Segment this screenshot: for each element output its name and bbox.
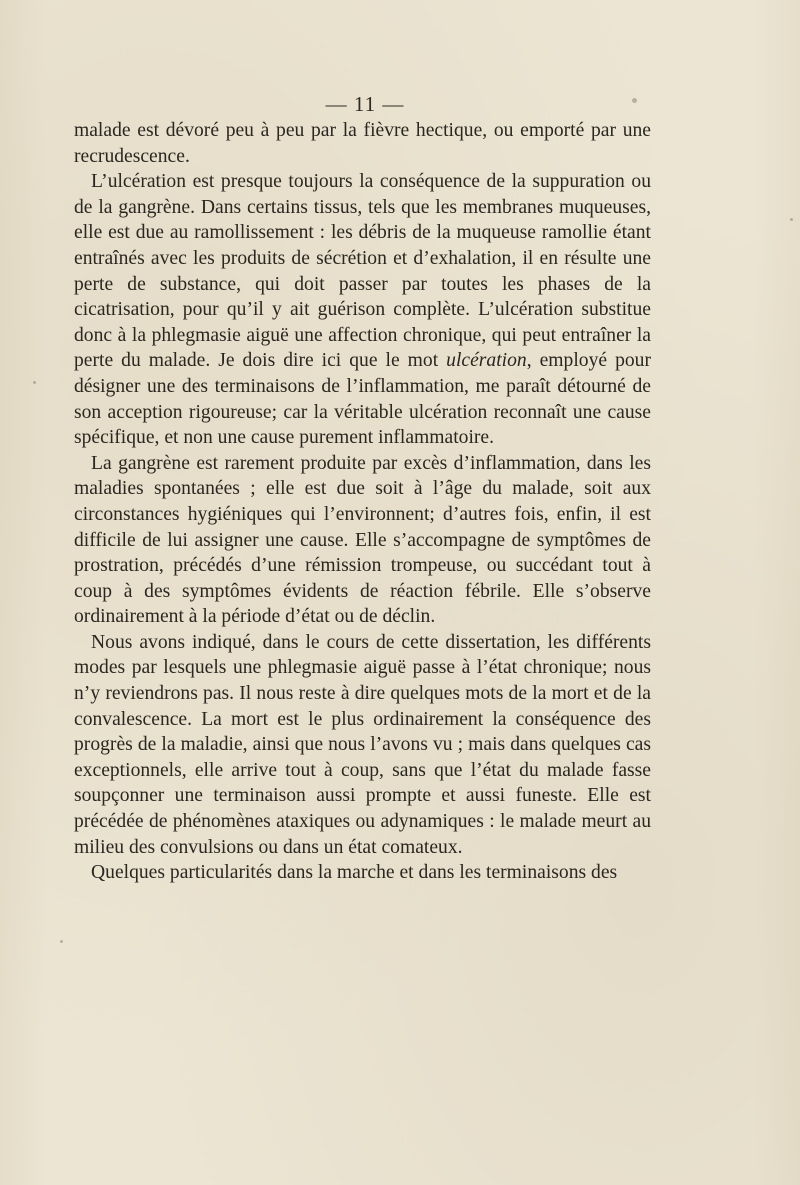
paragraph-4 bbox=[74, 630, 651, 860]
paragraph-5-text: Quelques particularités dans la marche et dans les terminaisons des bbox=[91, 862, 618, 884]
paragraph-4-text: Nous avons indiqué, dans le cours de cette dissertation, les différents modes par lesquels une phlegmasie aiguë passe à l’état chronique; nous n’y reviendrons pas. Il nous reste à dire quelques mots de la mort et de la convalescence. La mort est le plus ordinairement la conséquence des progrès de la maladie, ainsi que nous l’avons vu ; mais dans quelques cas exceptionnels, elle arrive tout à coup, sans que l’état du malade fasse soupçonner une terminaison aussi prompte et aussi funeste. Elle est précédée de phénomènes ataxiques ou adynamiques : le malade meurt au milieu des convulsions ou dans un état comateux. bbox=[74, 631, 651, 858]
paragraph-1-text: malade est dévoré peu à peu par la fièvre hectique, ou emporté par une recrudescence. bbox=[74, 120, 651, 167]
paper-speck bbox=[790, 218, 793, 221]
paper-speck bbox=[33, 381, 36, 384]
paragraph-2-text-b: , employé pour désigner une des terminaisons de l’inflammation, me paraît détourné de son acception rigoureuse; car la véritable ulcération reconnaît une cause spécifique, et non une cause purement inflammatoire. bbox=[74, 350, 651, 449]
paragraph-2-text-a: L’ulcération est presque toujours la conséquence de la suppuration ou de la gangrène. Dans certains tissus, tels que les membranes muqueuses, elle est due au ramollissement : les débris de la muqueuse ramollie étant entraînés avec les produits de sécrétion et d’exhalation, il en résulte une perte de substance, qui doit passer par toutes les phases de la cicatrisation, pour qu’il y ait guérison complète. L’ulcération substitue donc à la phlegmasie aiguë une affection chronique, qui peut entraîner la perte du malade. Je dois dire ici que le mot bbox=[74, 171, 651, 372]
paragraph-2-italic-term: ulcération bbox=[446, 350, 527, 372]
paper-speck bbox=[632, 98, 637, 103]
paper-speck bbox=[60, 940, 63, 943]
paragraph-2 bbox=[74, 169, 651, 451]
paragraph-3-text: La gangrène est rarement produite par excès d’inflammation, dans les maladies spontanées ; elle est due soit à l’âge du malade, soit aux circonstances hygiéniques qui l’environnent; d’autres fois, enfin, il est difficile de lui assigner une cause. Elle s’accompagne de symptômes de prostration, précédés d’une rémission trompeuse, ou succédant tout à coup à des symptômes évidents de réaction fébrile. Elle s’observe ordinairement à la période d’état ou de déclin. bbox=[74, 452, 651, 628]
body-text bbox=[74, 118, 651, 886]
paragraph-1 bbox=[74, 118, 651, 169]
paragraph-3 bbox=[74, 451, 651, 630]
page-number: — 11 — bbox=[325, 92, 405, 116]
paragraph-5 bbox=[74, 860, 651, 886]
